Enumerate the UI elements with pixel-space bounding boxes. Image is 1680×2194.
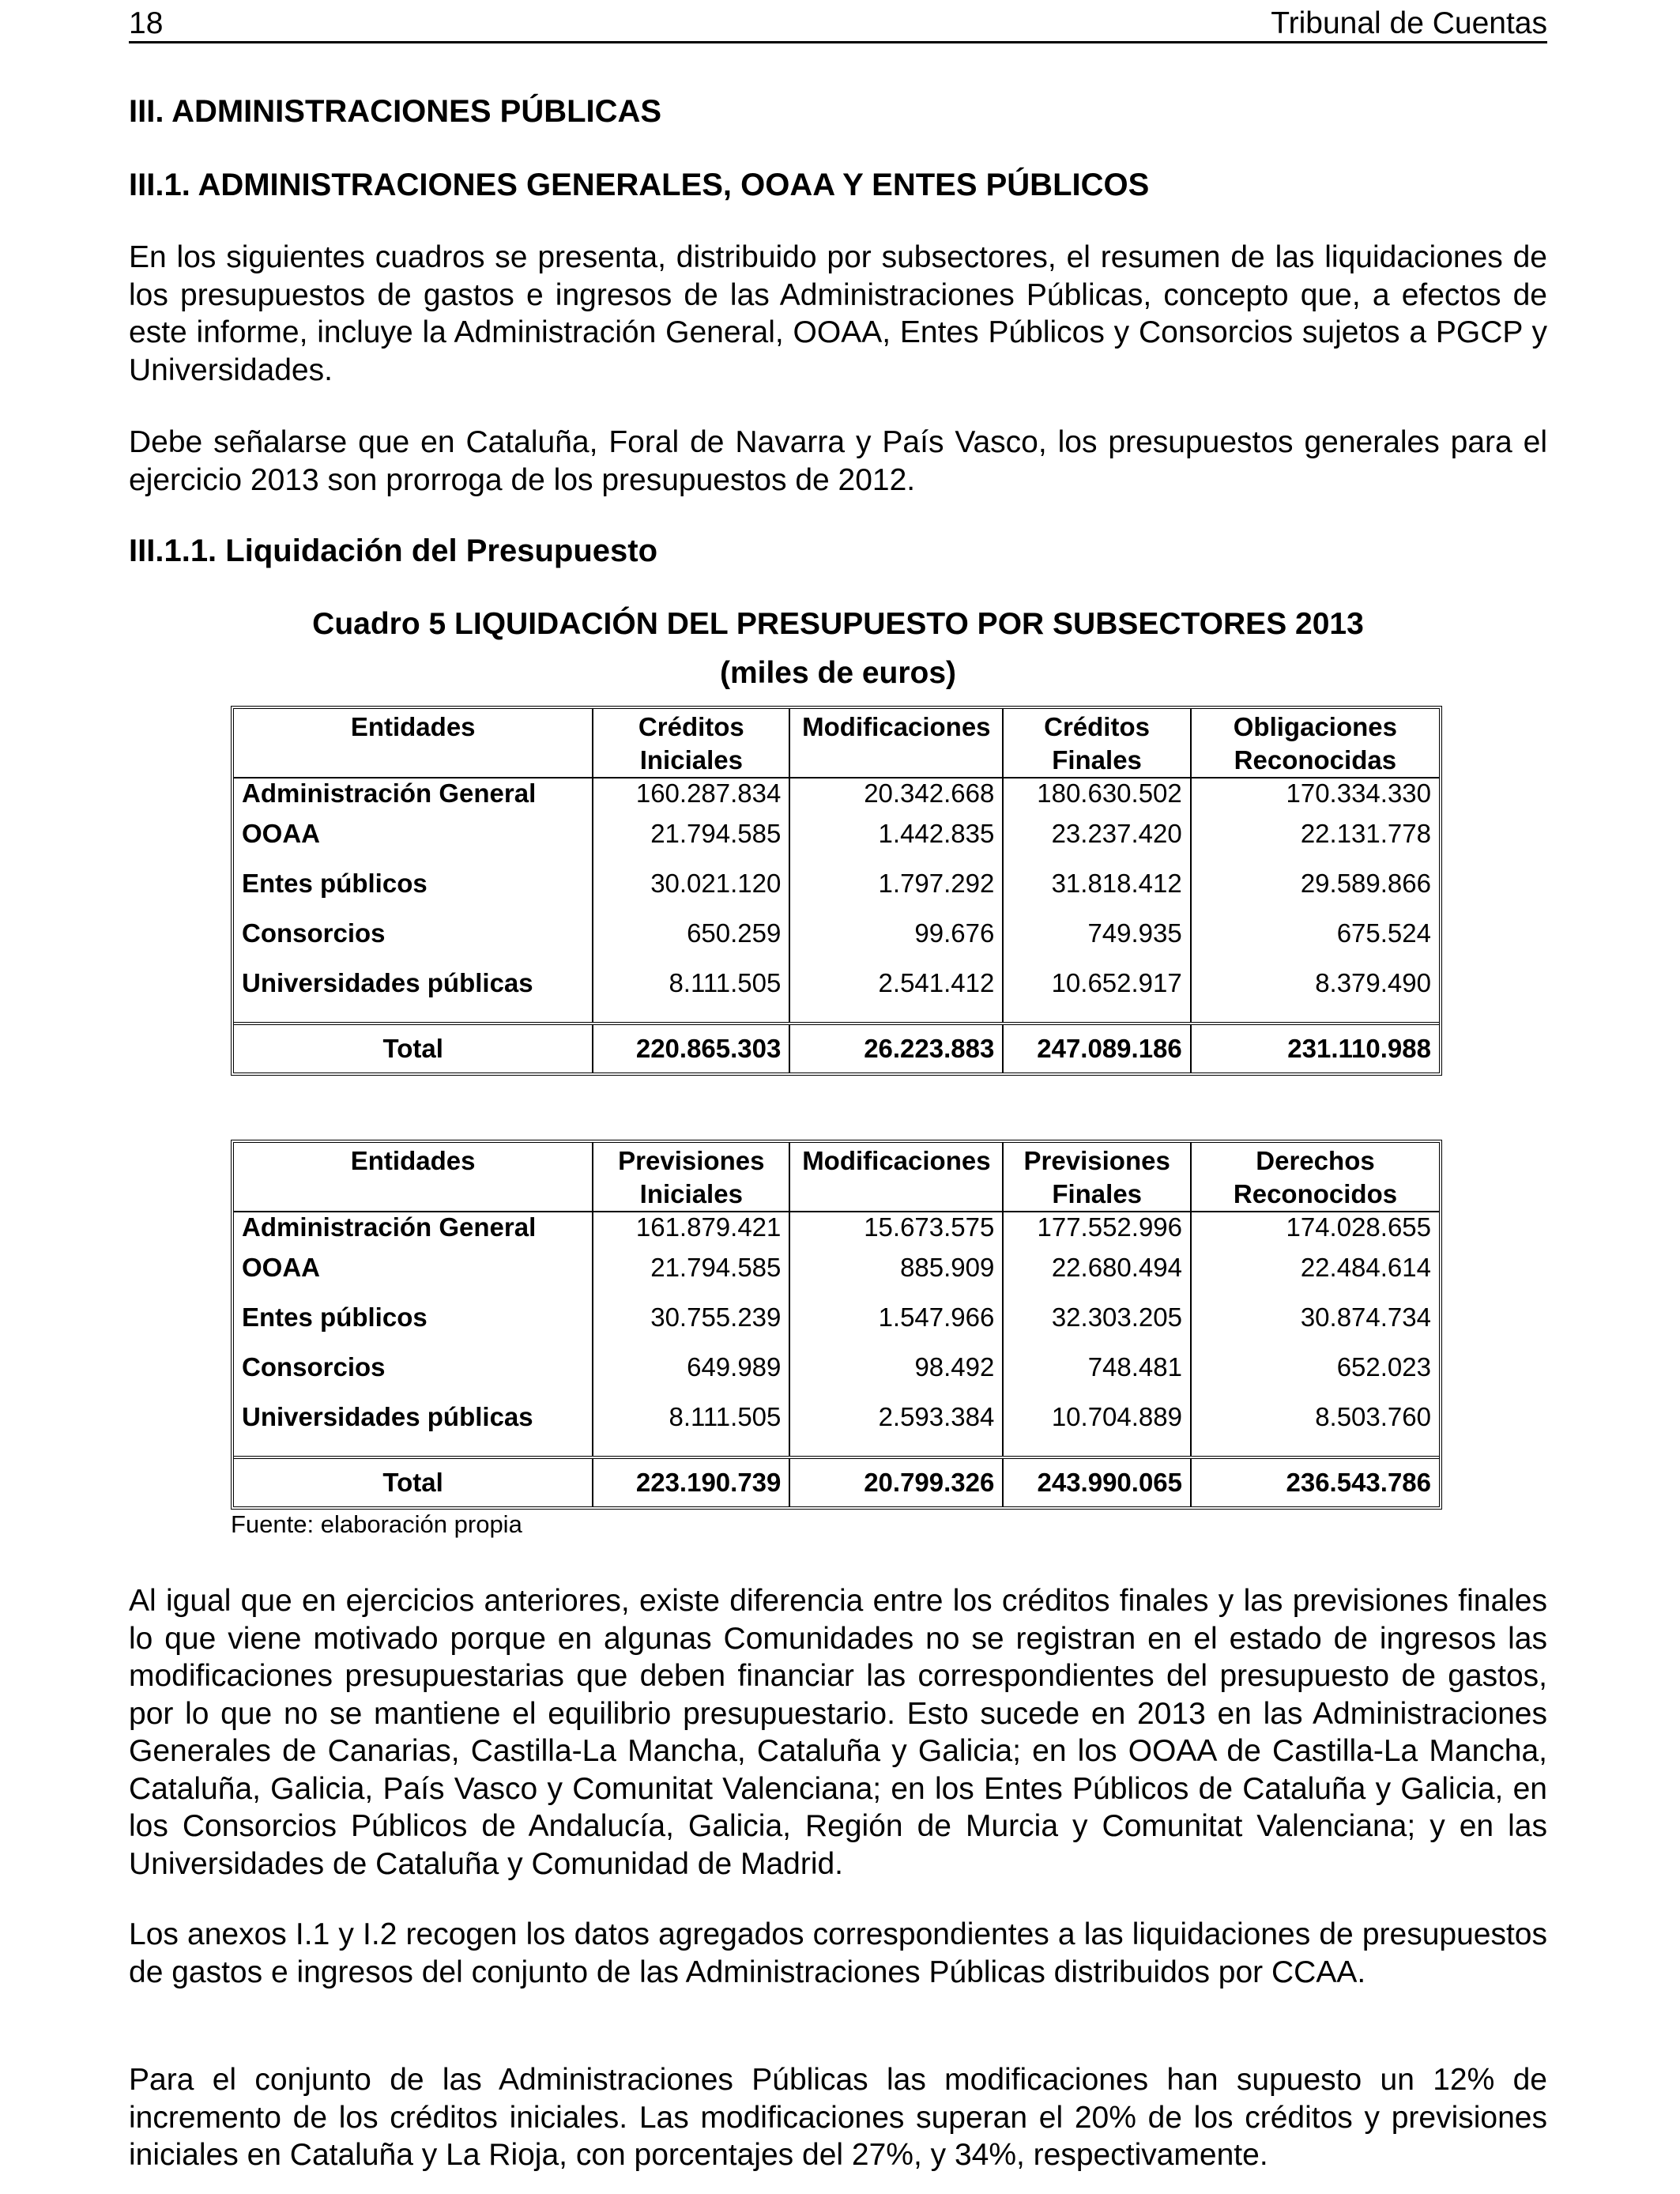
- table-cell: 29.589.866: [1191, 858, 1439, 908]
- table-cell: 649.989: [593, 1342, 789, 1392]
- table-cell: 30.874.734: [1191, 1292, 1439, 1342]
- table-row: [234, 858, 1439, 908]
- column-header-line: Entidades: [350, 712, 476, 741]
- table-cell: 8.111.505: [593, 1392, 789, 1442]
- column-header: [1191, 709, 1439, 778]
- column-header: [234, 709, 593, 778]
- column-header: [593, 1143, 789, 1212]
- page-header: [129, 6, 1547, 43]
- spacer-cell: [234, 1442, 593, 1457]
- table-cell: 30.021.120: [593, 858, 789, 908]
- paragraph-diferencia: Al igual que en ejercicios anteriores, existe diferencia entre los créditos finales y las previsiones finales lo que viene motivado porque en algunas Comunidades no se registran en el estado de ingresos las modificaciones presupuestarias que deben financiar las correspondientes del presupuesto de gastos, por lo que no se mantiene el equilibrio presupuestario. Esto sucede en 2013 en las Administraciones Generales de Canarias, Castilla-La Mancha, Cataluña y Galicia; en los OOAA de Castilla-La Mancha, Cataluña, Galicia, País Vasco y Comunitat Valenciana; en los Entes Públicos de Cataluña y Galicia, en los Consorcios Públicos de Andalucía, Galicia, Región de Murcia y Comunitat Valenciana; y en las Universidades de Cataluña y Comunidad de Madrid.: [129, 1584, 1547, 1881]
- column-header-line: Finales: [1052, 745, 1142, 775]
- column-header-line: Iniciales: [639, 745, 743, 775]
- table-cell: 161.879.421: [593, 1212, 789, 1242]
- column-header: [1003, 1143, 1191, 1212]
- column-header-line: Modificaciones: [802, 1146, 991, 1175]
- spacer-cell: [789, 1008, 1003, 1023]
- table-cell: 180.630.502: [1003, 778, 1190, 809]
- total-cell: 247.089.186: [1003, 1023, 1190, 1072]
- table-cell: 23.237.420: [1003, 809, 1190, 858]
- column-header-line: Reconocidos: [1233, 1179, 1398, 1208]
- column-header: [234, 1143, 593, 1212]
- total-cell: 26.223.883: [789, 1023, 1003, 1072]
- table-row: [234, 1212, 1439, 1242]
- spacer-cell: [234, 1008, 593, 1023]
- table-row: [234, 908, 1439, 958]
- spacer-cell: [593, 1008, 789, 1023]
- table-cell: 8.503.760: [1191, 1392, 1439, 1442]
- table-row: [234, 809, 1439, 858]
- total-row: [234, 1023, 1439, 1072]
- row-label: Consorcios: [242, 1351, 386, 1382]
- table-cell: 1.797.292: [789, 858, 1003, 908]
- total-cell: 223.190.739: [593, 1457, 789, 1506]
- column-header-line: Obligaciones: [1233, 712, 1397, 741]
- column-header-line: Finales: [1052, 1179, 1143, 1208]
- spacer-cell: [1191, 1008, 1439, 1023]
- table-cell: 31.818.412: [1003, 858, 1190, 908]
- total-cell: 236.543.786: [1191, 1457, 1439, 1506]
- section-subtitle: III.1. ADMINISTRACIONES GENERALES, OOAA Y ENTES PÚBLICOS: [129, 168, 1150, 202]
- section-title: III. ADMINISTRACIONES PÚBLICAS: [129, 94, 662, 129]
- header-organization: Tribunal de Cuentas: [1271, 6, 1547, 40]
- table-cell: 8.111.505: [593, 958, 789, 1008]
- row-label: Universidades públicas: [242, 1401, 533, 1431]
- paragraph-modificaciones: Para el conjunto de las Administraciones Públicas las modificaciones han supuesto un 12% de incremento de los créditos iniciales. Las modificaciones superan el 20% de los créditos y previsiones iniciales en Cataluña y La Rioja, con porcentajes del 27%, y 34%, respectivamente.: [129, 2063, 1547, 2172]
- table-row: [234, 1392, 1439, 1442]
- table-cell: 99.676: [789, 908, 1003, 958]
- row-label: OOAA: [242, 1252, 320, 1282]
- table-cell: 675.524: [1191, 908, 1439, 958]
- row-label: Consorcios: [242, 918, 386, 948]
- cuadro-units: (miles de euros): [719, 656, 957, 690]
- subsection-title: III.1.1. Liquidación del Presupuesto: [129, 533, 658, 568]
- total-cell: 220.865.303: [593, 1023, 789, 1072]
- paragraph-prorroga: Debe señalarse que en Cataluña, Foral de Navarra y País Vasco, los presupuestos generales para el ejercicio 2013 son prorroga de los presupuestos de 2012.: [129, 425, 1547, 497]
- table-cell: 174.028.655: [1191, 1212, 1439, 1242]
- table-cell: 1.442.835: [789, 809, 1003, 858]
- paragraph-anexos: Los anexos I.1 y I.2 recogen los datos agregados correspondientes a las liquidaciones de presupuestos de gastos e ingresos del conjunto de las Administraciones Públicas distribuidos por CCAA.: [129, 1917, 1547, 1989]
- table-cell: 20.342.668: [789, 778, 1003, 809]
- column-header: [593, 709, 789, 778]
- cuadro-title: Cuadro 5 LIQUIDACIÓN DEL PRESUPUESTO POR SUBSECTORES 2013: [312, 607, 1364, 641]
- table-cell: 885.909: [789, 1242, 1003, 1292]
- table-cell: 652.023: [1191, 1342, 1439, 1392]
- table-cell: 160.287.834: [593, 778, 789, 809]
- spacer-cell: [1191, 1442, 1439, 1457]
- table-cell: 22.131.778: [1191, 809, 1439, 858]
- table-cell: 10.704.889: [1003, 1392, 1191, 1442]
- column-header-line: Derechos: [1256, 1146, 1375, 1175]
- column-header-line: Reconocidas: [1234, 745, 1397, 775]
- table-cell: 177.552.996: [1003, 1212, 1191, 1242]
- row-label: Administración General: [234, 1212, 593, 1242]
- column-header-line: Créditos: [638, 712, 744, 741]
- total-row: [234, 1457, 1439, 1506]
- column-header-line: Previsiones: [618, 1146, 765, 1175]
- column-header: [789, 1143, 1003, 1212]
- table-cell: 8.379.490: [1191, 958, 1439, 1008]
- paragraph-intro: En los siguientes cuadros se presenta, distribuido por subsectores, el resumen de las liquidaciones de los presupuestos de gastos e ingresos de las Administraciones Públicas, concepto que, a efectos de este informe, incluye la Administración General, OOAA, Entes Públicos y Consorcios sujetos a PGCP y Universidades.: [129, 240, 1547, 387]
- row-label: Entes públicos: [242, 868, 428, 898]
- table-cell: 748.481: [1003, 1342, 1191, 1392]
- row-label: Universidades públicas: [242, 967, 533, 997]
- table-cell: 98.492: [789, 1342, 1003, 1392]
- spacer-cell: [1003, 1442, 1191, 1457]
- table-cell: 22.484.614: [1191, 1242, 1439, 1292]
- table-row: [234, 778, 1439, 809]
- table-cell: 21.794.585: [593, 809, 789, 858]
- table-source-note: Fuente: elaboración propia: [231, 1510, 522, 1538]
- row-label: OOAA: [242, 818, 320, 848]
- table-cell: 2.593.384: [789, 1392, 1003, 1442]
- table-cell: 32.303.205: [1003, 1292, 1191, 1342]
- total-label: Total: [234, 1457, 593, 1506]
- column-header-line: Modificaciones: [802, 712, 991, 741]
- total-label: Total: [234, 1023, 593, 1072]
- total-cell: 20.799.326: [789, 1457, 1003, 1506]
- table-cell: 15.673.575: [789, 1212, 1003, 1242]
- column-header: [789, 709, 1003, 778]
- column-header: [1191, 1143, 1439, 1212]
- table-cell: 21.794.585: [593, 1242, 789, 1292]
- spacer-cell: [789, 1442, 1003, 1457]
- table-row: [234, 1342, 1439, 1392]
- table-cell: 749.935: [1003, 908, 1190, 958]
- total-cell: 243.990.065: [1003, 1457, 1191, 1506]
- row-label: Administración General: [234, 778, 593, 809]
- gastos-table: [231, 706, 1442, 1076]
- spacer-cell: [1003, 1008, 1190, 1023]
- table-row: [234, 1242, 1439, 1292]
- column-header-line: Entidades: [350, 1146, 476, 1175]
- table-cell: 170.334.330: [1191, 778, 1439, 809]
- column-header-line: Previsiones: [1023, 1146, 1170, 1175]
- row-label: Entes públicos: [242, 1302, 428, 1332]
- table-cell: 2.541.412: [789, 958, 1003, 1008]
- table-cell: 30.755.239: [593, 1292, 789, 1342]
- column-header-line: Iniciales: [639, 1179, 743, 1208]
- spacer-cell: [593, 1442, 789, 1457]
- column-header-line: Créditos: [1044, 712, 1150, 741]
- table-cell: 22.680.494: [1003, 1242, 1191, 1292]
- column-header: [1003, 709, 1190, 778]
- table-cell: 1.547.966: [789, 1292, 1003, 1342]
- ingresos-table: [231, 1140, 1442, 1510]
- table-cell: 650.259: [593, 908, 789, 958]
- total-cell: 231.110.988: [1191, 1023, 1439, 1072]
- page-number: 18: [129, 6, 164, 40]
- table-row: [234, 958, 1439, 1008]
- table-row: [234, 1292, 1439, 1342]
- table-cell: 10.652.917: [1003, 958, 1190, 1008]
